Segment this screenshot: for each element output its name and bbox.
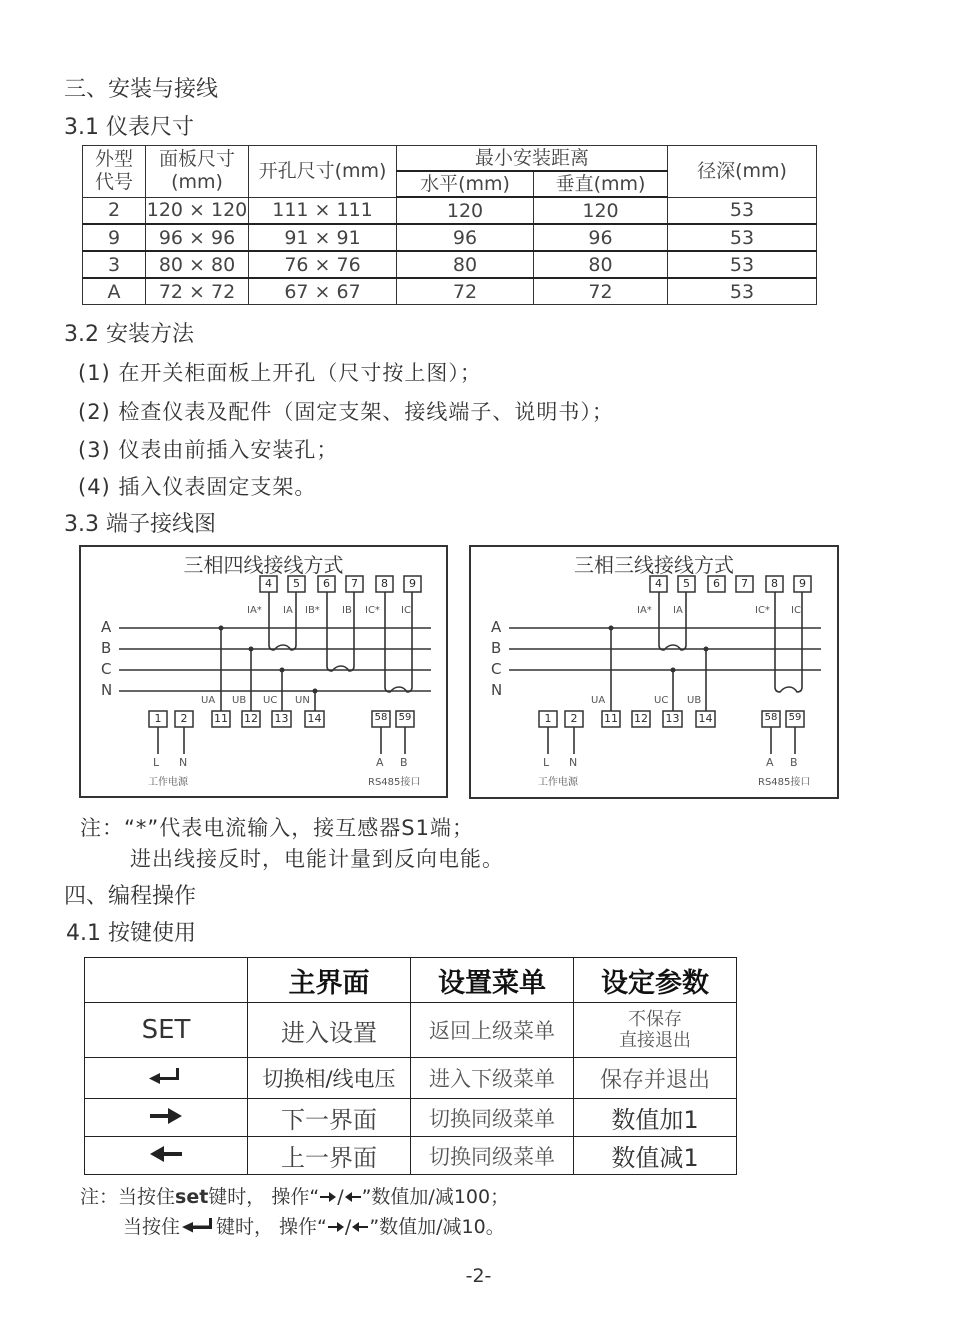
wiring-diagram-3p3w <box>469 545 839 799</box>
cell-depth: 53 <box>668 224 817 251</box>
cell-param: 数值减1 <box>574 1137 737 1175</box>
subsection-title-4-1: 4.1 按键使用 <box>66 921 196 946</box>
terminal-label: 59 <box>788 712 802 723</box>
cell-menu: 返回上级菜单 <box>411 1003 574 1058</box>
terminal-label: 6 <box>713 577 720 590</box>
header-min-distance: 最小安装距离 <box>397 146 668 172</box>
phase-label: N <box>491 681 503 699</box>
left-arrow-icon <box>351 1221 369 1233</box>
current-label: IA <box>283 605 293 616</box>
note-text: ”数值加/减10。 <box>369 1216 505 1238</box>
step-item: (2) 检查仪表及配件（固定支架、接线端子、说明书）； <box>78 400 614 424</box>
cell-cutout: 91 × 91 <box>249 224 397 251</box>
cell-main: 切换相/线电压 <box>248 1058 411 1099</box>
cell-panel: 96 × 96 <box>146 224 249 251</box>
note-slash: / <box>344 1216 352 1238</box>
voltage-label: UN <box>295 695 310 706</box>
header-depth: 径深(mm) <box>668 146 817 198</box>
table-row <box>85 1137 737 1175</box>
table-row <box>83 251 817 278</box>
cell-main: 进入设置 <box>248 1003 411 1058</box>
note-text: 键时， 操作“ <box>208 1186 320 1208</box>
comm-caption: RS485接口 <box>758 777 811 788</box>
ct-loop-a <box>269 592 296 650</box>
terminal-label: 11 <box>214 712 228 725</box>
power-caption: 工作电源 <box>148 777 188 788</box>
terminal-label: 6 <box>323 577 330 590</box>
phase-label: C <box>491 660 502 678</box>
terminal-label: 58 <box>764 712 778 723</box>
voltage-label: UB <box>687 695 702 706</box>
phase-label: A <box>101 618 112 636</box>
terminal-label: 12 <box>244 712 258 725</box>
enter-arrow-icon <box>180 1217 216 1233</box>
ct-loop-b <box>327 592 354 671</box>
terminal-label: 1 <box>154 712 162 725</box>
note-text: ”数值加/减100； <box>361 1186 510 1208</box>
cell-vertical: 120 <box>534 197 668 224</box>
header-main-screen: 主界面 <box>248 958 411 1003</box>
terminal-label: 59 <box>398 712 412 723</box>
current-label: IB* <box>305 605 320 616</box>
comm-caption: RS485接口 <box>368 777 421 788</box>
cell-param: 保存并退出 <box>574 1058 737 1099</box>
terminal-label: 2 <box>180 712 188 725</box>
table-row <box>85 1099 737 1137</box>
left-arrow-icon <box>148 1145 184 1163</box>
power-label: N <box>179 756 188 769</box>
note-text: 键时， 操作“ <box>216 1216 327 1238</box>
terminal-label: 7 <box>351 577 358 590</box>
diagram-title: 三相四线接线方式 <box>183 553 344 577</box>
key-note-line-2 <box>123 1212 505 1239</box>
key-right <box>85 1099 248 1137</box>
cell-vertical: 72 <box>534 278 668 305</box>
section-title: 四、编程操作 <box>64 884 197 909</box>
cell-menu: 切换同级菜单 <box>411 1099 574 1137</box>
header-set-params: 设定参数 <box>574 958 737 1003</box>
cell-param-line1: 不保存 <box>628 1009 682 1030</box>
phase-label: A <box>491 618 502 636</box>
cell-main: 下一界面 <box>248 1099 411 1137</box>
phase-label: B <box>491 639 502 657</box>
cell-menu: 切换同级菜单 <box>411 1137 574 1175</box>
note-slash: / <box>337 1186 344 1208</box>
wiring-diagram-3p4w <box>79 545 448 798</box>
comm-label: A <box>766 756 774 769</box>
terminal-label: 4 <box>265 577 272 590</box>
cell-code: A <box>83 278 146 305</box>
section-title: 三、安装与接线 <box>64 77 219 102</box>
comm-label: B <box>400 756 408 769</box>
note-text: 当按住 <box>123 1216 181 1238</box>
key-usage-table <box>84 957 737 1175</box>
header-vertical: 垂直(mm) <box>534 171 668 197</box>
header-panel <box>146 146 249 198</box>
terminal-label: 14 <box>698 712 713 725</box>
terminal-label: 11 <box>604 712 618 725</box>
note-line-1: 注：“*”代表电流输入，接互感器S1端； <box>80 816 474 840</box>
terminal-label: 1 <box>544 712 552 725</box>
terminal-label: 58 <box>374 712 388 723</box>
table-row <box>83 278 817 305</box>
current-label: IC* <box>365 605 380 616</box>
cell-vertical: 80 <box>534 251 668 278</box>
cell-cutout: 111 × 111 <box>249 197 397 224</box>
terminal-label: 5 <box>683 577 690 590</box>
note-key-set: set <box>175 1186 209 1208</box>
table-row <box>83 224 817 251</box>
cell-cutout: 67 × 67 <box>249 278 397 305</box>
step-item: (4) 插入仪表固定支架。 <box>78 475 317 499</box>
note-text: 注：当按住 <box>80 1186 176 1208</box>
voltage-label: UB <box>232 695 247 706</box>
terminal-label: 4 <box>655 577 662 590</box>
cell-param-line2: 直接退出 <box>619 1030 691 1051</box>
cell-depth: 53 <box>668 251 817 278</box>
terminal-label: 13 <box>665 712 680 725</box>
cell-horizontal: 96 <box>397 224 534 251</box>
power-caption: 工作电源 <box>538 777 578 788</box>
cell-menu: 进入下级菜单 <box>411 1058 574 1099</box>
left-arrow-icon <box>344 1191 362 1203</box>
cell-code: 2 <box>83 197 146 224</box>
voltage-label: UC <box>263 695 278 706</box>
cell-panel: 72 × 72 <box>146 278 249 305</box>
current-label: IC <box>791 605 801 616</box>
cell-panel: 80 × 80 <box>146 251 249 278</box>
step-item: (1) 在开关柜面板上开孔（尺寸按上图）； <box>78 361 482 385</box>
comm-label: A <box>376 756 384 769</box>
terminal-label: 7 <box>741 577 748 590</box>
header-panel-line1: 面板尺寸 <box>158 148 235 171</box>
cell-code: 9 <box>83 224 146 251</box>
cell-vertical: 96 <box>534 224 668 251</box>
right-arrow-icon <box>319 1191 337 1203</box>
terminal-label: 5 <box>293 577 300 590</box>
cell-panel: 120 × 120 <box>146 197 249 224</box>
header-settings-menu: 设置菜单 <box>411 958 574 1003</box>
page-number: -2- <box>465 1265 492 1287</box>
note-line-2: 进出线接反时，电能计量到反向电能。 <box>130 847 504 871</box>
power-label: L <box>543 756 550 769</box>
terminal-label: 9 <box>799 577 806 590</box>
terminal-label: 9 <box>409 577 416 590</box>
key-note-line-1 <box>80 1182 509 1209</box>
phase-label: B <box>101 639 112 657</box>
key-enter <box>85 1058 248 1099</box>
header-panel-line2: (mm) <box>171 171 223 194</box>
table-row <box>83 197 817 224</box>
header-code-line1: 外型 <box>94 148 133 171</box>
cell-cutout: 76 × 76 <box>249 251 397 278</box>
terminal-label: 13 <box>274 712 289 725</box>
phase-label: C <box>101 660 112 678</box>
power-label: L <box>153 756 160 769</box>
subsection-title-3-2: 3.2 安装方法 <box>64 322 194 347</box>
current-label: IC* <box>755 605 770 616</box>
current-label: IC <box>401 605 411 616</box>
step-item: (3) 仪表由前插入安装孔； <box>78 438 339 462</box>
cell-code: 3 <box>83 251 146 278</box>
key-left <box>85 1137 248 1175</box>
comm-label: B <box>790 756 798 769</box>
cell-param <box>574 1003 737 1058</box>
terminal-label: 12 <box>634 712 648 725</box>
enter-arrow-icon <box>148 1067 184 1085</box>
table-row <box>85 1003 737 1058</box>
dimension-table <box>82 145 817 305</box>
current-label: IA* <box>637 605 652 616</box>
cell-depth: 53 <box>668 278 817 305</box>
ct-loop-a <box>659 592 686 650</box>
terminal-label: 8 <box>381 577 388 590</box>
header-code-line2: 代号 <box>94 171 133 194</box>
header-cutout: 开孔尺寸(mm) <box>249 146 397 198</box>
cell-horizontal: 80 <box>397 251 534 278</box>
current-label: IB <box>342 605 352 616</box>
cell-horizontal: 120 <box>397 197 534 224</box>
subsection-title-3-1: 3.1 仪表尺寸 <box>64 115 194 140</box>
voltage-label: UA <box>201 695 216 706</box>
terminal-label: 8 <box>771 577 778 590</box>
cell-horizontal: 72 <box>397 278 534 305</box>
header-code <box>83 146 146 198</box>
cell-param: 数值加1 <box>574 1099 737 1137</box>
power-label: N <box>569 756 578 769</box>
diagram-title: 三相三线接线方式 <box>574 553 734 577</box>
table-row <box>85 1058 737 1099</box>
right-arrow-icon <box>148 1107 184 1125</box>
terminal-label: 2 <box>570 712 578 725</box>
subsection-title-3-3: 3.3 端子接线图 <box>64 512 216 537</box>
right-arrow-icon <box>327 1221 345 1233</box>
phase-label: N <box>101 681 113 699</box>
cell-depth: 53 <box>668 197 817 224</box>
header-horizontal: 水平(mm) <box>397 171 534 197</box>
header-blank <box>85 958 248 1003</box>
current-label: IA <box>673 605 683 616</box>
terminal-label: 14 <box>307 712 322 725</box>
voltage-label: UC <box>654 695 669 706</box>
key-set: SET <box>85 1003 248 1058</box>
voltage-label: UA <box>591 695 606 706</box>
cell-main: 上一界面 <box>248 1137 411 1175</box>
current-label: IA* <box>247 605 262 616</box>
